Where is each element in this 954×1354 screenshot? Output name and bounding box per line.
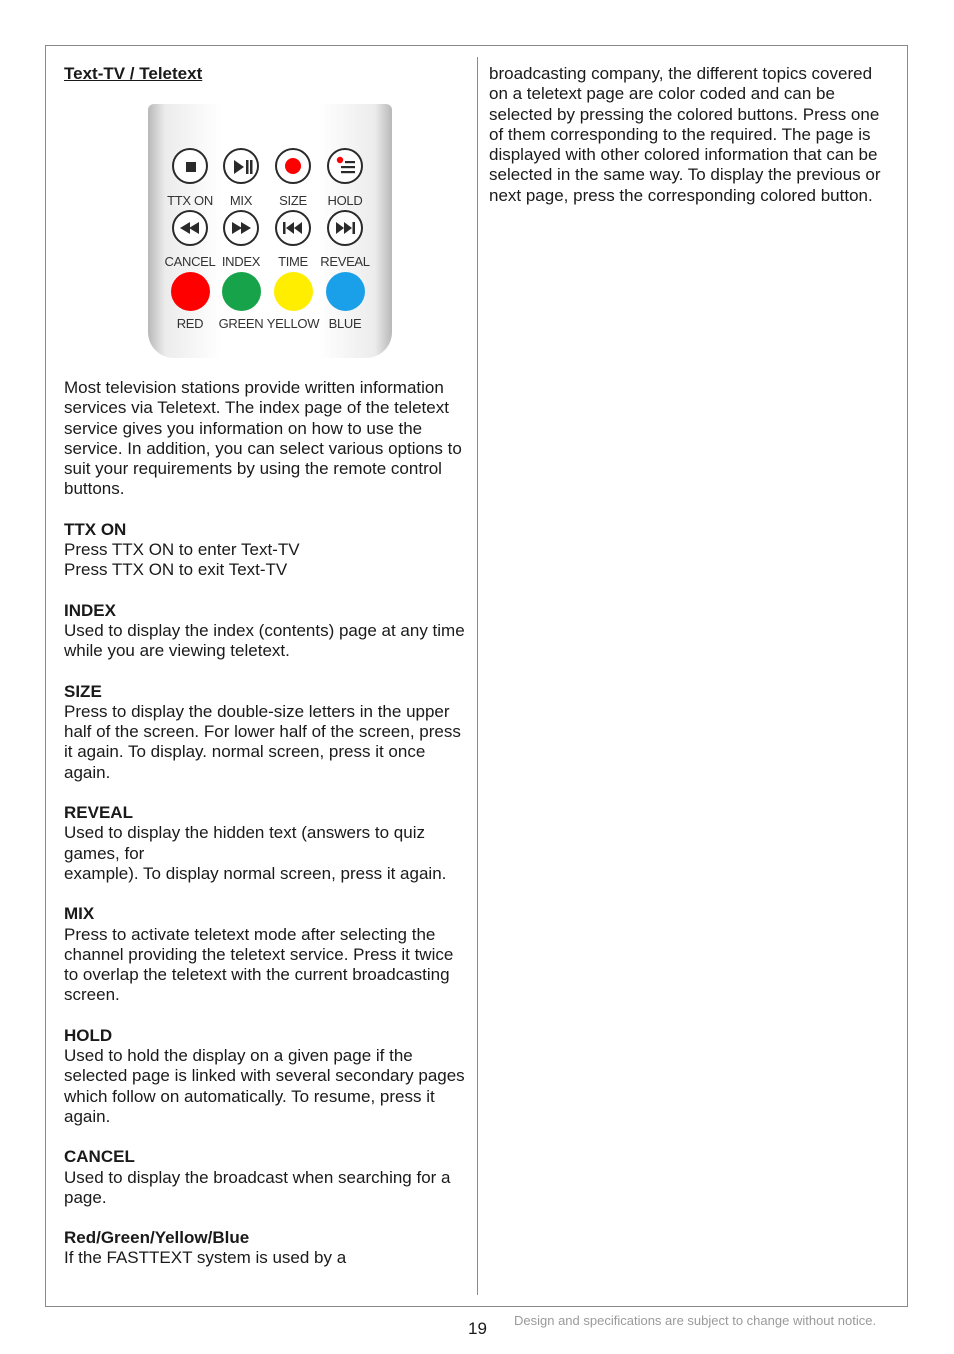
remote-label-green: GREEN [218, 316, 264, 331]
right-column [489, 64, 894, 206]
remote-label-ttx-on: TTX ON [167, 193, 213, 208]
skip-forward-icon [327, 210, 363, 246]
footer-note: Design and specifications are subject to change without notice. [514, 1313, 877, 1328]
blue-button-icon [326, 272, 365, 311]
section-body: Used to display the index (contents) page at any time while you are viewing teletext. [64, 620, 465, 661]
section-colors [64, 1228, 466, 1269]
left-column [64, 64, 466, 1269]
section-title: Red/Green/Yellow/Blue [64, 1228, 250, 1248]
red-button-icon [171, 272, 210, 311]
skip-back-icon [275, 210, 311, 246]
section-title: INDEX [64, 600, 116, 620]
section-body: Used to display the broadcast when searching for a page. [64, 1167, 451, 1207]
remote-control-illustration [148, 104, 392, 358]
remote-label-blue: BLUE [328, 316, 362, 331]
intro-paragraph: Most television stations provide written information services via Teletext. The index page of the teletext service gives you information on how to use the service. In addition, you can select various options to suit your requirements by using the remote control buttons. [64, 378, 462, 499]
remote-label-mix: MIX [229, 193, 253, 208]
remote-label-cancel: CANCEL [164, 254, 216, 269]
yellow-button-icon [274, 272, 313, 311]
remote-label-hold: HOLD [327, 193, 363, 208]
section-ttx-on [64, 520, 466, 581]
section-body: Press to activate teletext mode after selecting the channel providing the teletext service. Press it twice to overlap the teletext with the current broadcasting screen. [64, 924, 454, 1005]
section-title: TTX ON [64, 519, 127, 539]
remote-label-index: INDEX [221, 254, 261, 269]
remote-label-yellow: YELLOW [266, 316, 320, 331]
record-icon [275, 148, 311, 184]
section-title: SIZE [64, 681, 102, 701]
menu-list-icon [327, 148, 363, 184]
remote-label-red: RED [176, 316, 204, 331]
green-button-icon [222, 272, 261, 311]
fast-forward-icon [223, 210, 259, 246]
section-line: Press TTX ON to enter Text-TV [64, 540, 300, 560]
section-line: example). To display normal screen, press it again. [64, 863, 447, 883]
remote-label-time: TIME [278, 254, 308, 269]
section-line: Used to display the hidden text (answers to quiz games, for [64, 823, 425, 863]
section-size [64, 682, 466, 783]
section-title: REVEAL [64, 803, 133, 823]
remote-label-reveal: REVEAL [320, 254, 370, 269]
section-hold [64, 1026, 466, 1127]
play-pause-icon [223, 148, 259, 184]
column-divider [477, 57, 478, 1295]
page-number: 19 [468, 1319, 487, 1338]
right-column-paragraph: broadcasting company, the different topics covered on a teletext page are color coded and can be selected by pressing the colored buttons. Press one of them corresponding to the required. The page is displayed with other colored information that can be selected in the same way. To display the previous or next page, press the corresponding colored button. [489, 64, 881, 205]
section-line: Press TTX ON to exit Text-TV [64, 560, 288, 580]
section-mix [64, 904, 466, 1005]
section-body: If the FASTTEXT system is used by a [64, 1248, 347, 1268]
section-index [64, 601, 466, 662]
section-title: CANCEL [64, 1147, 135, 1167]
section-title: HOLD [64, 1025, 113, 1045]
remote-label-size: SIZE [279, 193, 307, 208]
section-body: Press to display the double-size letters in the upper half of the screen. For lower half of the screen, press it again. To display. normal screen, press it once again. [64, 701, 461, 782]
section-reveal [64, 803, 466, 884]
section-cancel [64, 1147, 466, 1208]
section-title: MIX [64, 904, 95, 924]
section-body: Used to hold the display on a given page if the selected page is linked with several secondary pages which follow on automatically. To resume, press it again. [64, 1046, 465, 1126]
stop-icon [172, 148, 208, 184]
page-title: Text-TV / Teletext [64, 64, 203, 83]
rewind-icon [172, 210, 208, 246]
